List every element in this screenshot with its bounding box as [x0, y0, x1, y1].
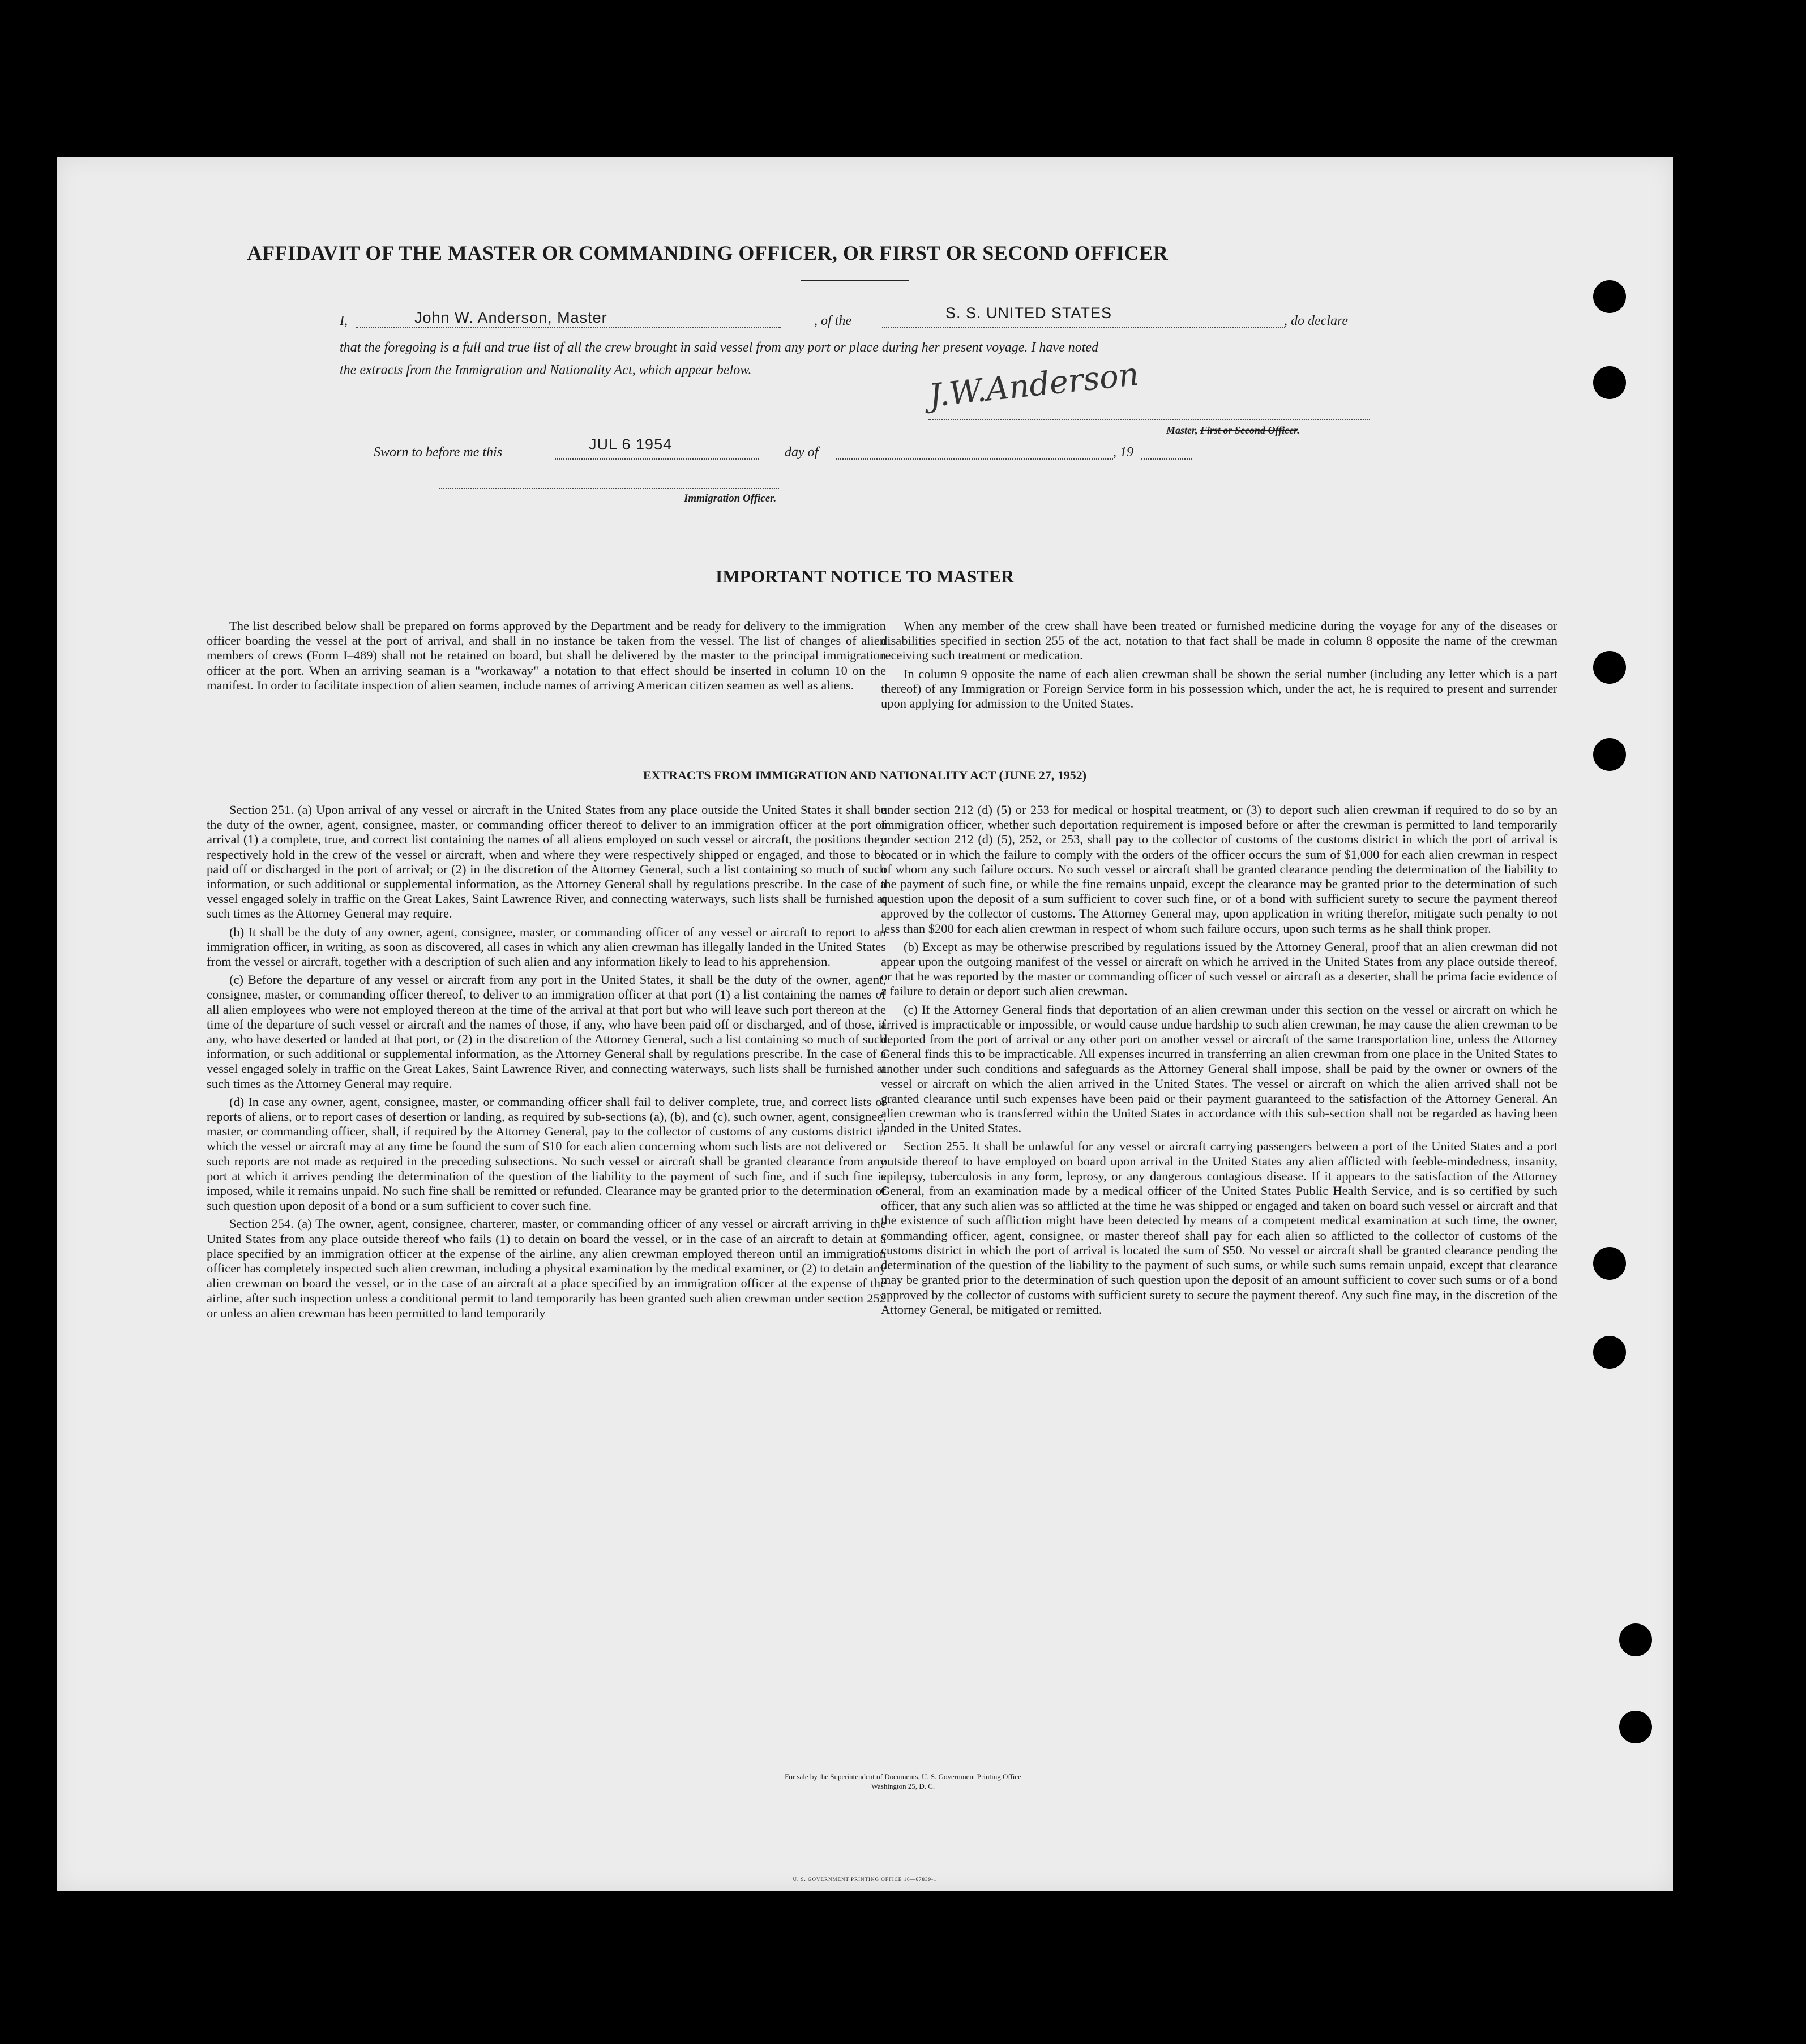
extract-paragraph: Section 255. It shall be unlawful for any vessel or aircraft carrying passengers between a port of the United States and a port outside thereof to have employed on board upon arrival in the United States any alien afflicted with feeble-mindedness, insanity, epilepsy, tuberculosis in any form, leprosy, or any dangerous contagious disease. If it appears to the satisfaction of the Attorney General, from an examination made by a medical officer of the United States Public Health Service, and is so certified by such officer, that any such alien was so afflicted at the time he was shipped or engaged and taken on board such vessel or aircraft and that the existence of such affliction might have been detected by means of a competent medical examination at such time, the owner, commanding officer, agent, consignee, or master thereof shall pay for each alien so afflicted to the collector of customs of the customs district in which the port of arrival is located the sum of $50. No vessel or aircraft shall be granted clearance pending the determination of the question of the liability to the payment of such sums, or while such sums remain unpaid, except that clearance may be granted prior to the determination of such question upon the deposit of an amount sufficient to cover such sums or of a bond approved by the collector of customs with sufficient surety to secure the payment thereof. Any such fine may, in the discretion of the Attorney General, be mitigated or remitted.: [881, 1139, 1557, 1317]
extract-paragraph: Section 251. (a) Upon arrival of any vessel or aircraft in the United States from any place outside the United States it shall be the duty of the owner, agent, consignee, master, or commanding officer thereof to deliver to an immigration officer at the port of arrival (1) a complete, true, and correct list containing the names of all aliens employed on such vessel or aircraft, the positions they respectively hold in the crew of the vessel or aircraft, when and where they were respectively shipped or engaged, and those to be paid off or discharged in the port of arrival; or (2) in the discretion of the Attorney General, such a list containing so much of such information, or such additional or supplemental information, as the Attorney General shall by regulations prescribe. In the case of a vessel engaged solely in traffic on the Great Lakes, Saint Lawrence River, and connecting waterways, such lists shall be furnished at such times as the Attorney General may require.: [207, 803, 886, 921]
extract-paragraph: (c) Before the departure of any vessel or aircraft from any port in the United States, it shall be the duty of the owner, agent, consignee, master, or commanding officer thereof, to deliver to an immigration officer at that port (1) a list containing the names of all alien employees who were not employed thereon at the time of the arrival at that port but who will leave such port thereon at the time of the departure of such vessel or aircraft and the names of those, if any, who have been paid off or discharged, and of those, if any, who have deserted or landed at that port, or (2) in the discretion of the Attorney General, such a list containing so much of such information, or such additional or supplemental information, as the Attorney General shall by regulations prescribe. In the case of a vessel engaged solely in traffic on the Great Lakes, Saint Lawrence River, and connecting waterways, such lists shall be furnished at such times as the Attorney General may require.: [207, 972, 886, 1091]
year-label: , 19: [1113, 445, 1133, 460]
name-blank-line: [356, 327, 781, 328]
binder-hole: [1593, 366, 1626, 399]
statement-line-2: the extracts from the Immigration and Nationality Act, which appear below.: [340, 363, 752, 378]
extract-paragraph: (d) In case any owner, agent, consignee, master, or commanding officer shall fail to deliver complete, true, and correct lists or reports of aliens, or to report cases of desertion or landing, as required by sub-sections (a), (b), and (c), such owner, agent, consignee, master, or commanding officer, shall, if required by the Attorney General, pay to the collector of customs of any customs district in which the vessel or aircraft may at any time be found the sum of $10 for each alien concerning whom such lists are not delivered or such reports are not made as required in the preceding subsections. No such vessel or aircraft shall be granted clearance from any port at which it arrives pending the determination of the question of the liability to the payment of such fine, and if such fine is imposed, while it remains unpaid. No such fine shall be remitted or refunded. Clearance may be granted prior to the determination of such question upon deposit of a bond or a sum sufficient to cover such fine.: [207, 1094, 886, 1213]
notice-title: IMPORTANT NOTICE TO MASTER: [715, 566, 1015, 586]
title-divider: [801, 280, 909, 281]
extracts-title: EXTRACTS FROM IMMIGRATION AND NATIONALITY ACT (JUNE 27, 1952): [643, 768, 1087, 782]
officer-signature-line: [439, 488, 779, 489]
extract-paragraph: Section 254. (a) The owner, agent, consignee, charterer, master, or commanding officer of any vessel or aircraft arriving in the United States from any place outside thereof who fails (1) to detain on board the vessel, or in the case of an aircraft to detain at a place specified by an immigration officer at the expense of the airline, any alien crewman employed thereon until an immigration officer has completely inspected such alien crewman, including a physical examination by the medical examiner, or (2) to detain any alien crewman on board the vessel, or in the case of an aircraft at a place specified by an immigration officer at the expense of the airline, after such inspection unless a conditional permit to land temporarily has been granted such alien crewman under section 252 or unless an alien crewman has been permitted to land temporarily: [207, 1216, 886, 1320]
notice-right-paragraph-2: In column 9 opposite the name of each alien crewman shall be shown the serial number (including any letter which is a part thereof) of any Immigration or Foreign Service form in his possession which, under the act, he is required to present and surrender upon applying for admission to the United States.: [881, 666, 1557, 711]
statement-line-1: that the foregoing is a full and true list of all the crew brought in said vessel from any port or place during her present voyage. I have noted: [340, 340, 1099, 355]
year-line: [1141, 458, 1192, 460]
extracts-left-column: [207, 803, 886, 1324]
month-line: [836, 458, 1113, 460]
signer-role-label: Master, First or Second Officer.: [1166, 425, 1300, 436]
binder-hole: [1619, 1623, 1652, 1656]
extract-paragraph: (c) If the Attorney General finds that deportation of an alien crewman under this section on the vessel or aircraft on which he arrived is impracticable or impossible, or would cause undue hardship to such alien crewman, he may cause the alien crewman to be deported from the port of arrival or any other port on another vessel or aircraft of the same transportation line, unless the Attorney General finds this to be impracticable. All expenses incurred in transferring an alien crewman from one place in the United States to another under such conditions and safeguards as the Attorney General shall impose, shall be paid by the owner or owners of the vessel or aircraft on which the alien arrived in the United States. The vessel or aircraft on which the alien arrived shall not be granted clearance until such expenses have been paid or their payment guaranteed to the satisfaction of the Attorney General. An alien crewman who is transferred within the United States in accordance with this sub-section shall not be regarded as having been landed in the United States.: [881, 1002, 1557, 1135]
notice-left-column: [207, 619, 886, 696]
binder-hole: [1593, 1336, 1626, 1369]
binder-hole: [1593, 738, 1626, 771]
do-declare-label: , do declare: [1284, 314, 1349, 328]
extract-paragraph: (b) Except as may be otherwise prescribed by regulations issued by the Attorney General, proof that an alien crewman did not appear upon the outgoing manifest of the vessel or aircraft on which he arrived in the United States from any place outside thereof, or that he was reported by the master or commanding officer of such vessel or aircraft as a deserter, shall be prima facie evidence of a failure to detain or deport such alien crewman.: [881, 939, 1557, 999]
sworn-date-line: [555, 458, 759, 460]
binder-hole: [1593, 1247, 1626, 1280]
binder-hole: [1619, 1711, 1652, 1743]
extracts-right-column: [881, 803, 1557, 1321]
i-label: I,: [340, 314, 348, 328]
sworn-date-field: JUL 6 1954: [589, 436, 673, 453]
sale-notice: [0, 1772, 1806, 1791]
notice-right-paragraph-1: When any member of the crew shall have been treated or furnished medicine during the voyage for any of the diseases or disabilities specified in section 255 of the act, notation to that fact shall be made in column 8 opposite the name of the crewman receiving such treatment or medication.: [881, 619, 1557, 663]
binder-hole: [1593, 280, 1626, 313]
extract-paragraph: (b) It shall be the duty of any owner, agent, consignee, master, or commanding officer of any vessel or aircraft to report to an immigration officer, in writing, as soon as discovered, all cases in which any alien crewman has illegally landed in the United States from the vessel or aircraft, together with a description of such alien and any information likely to lead to his apprehension.: [207, 924, 886, 969]
of-the-label: , of the: [814, 314, 851, 328]
notice-left-paragraph: The list described below shall be prepared on forms approved by the Department and be ready for delivery to the immigration officer boarding the vessel at the port of arrival, and shall in no instance be taken from the vessel. The list of changes of alien members of crews (Form I–489) shall not be retained on board, but shall be delivered by the master to the principal immigration officer at the port. When an arriving seaman is a "workaway" a notation to that effect should be inserted in column 10 on the manifest. In order to facilitate inspection of alien seamen, include names of arriving American citizen seamen as well as aliens.: [207, 619, 886, 692]
sale-line-2: Washington 25, D. C.: [871, 1782, 935, 1790]
binder-hole: [1593, 651, 1626, 684]
printing-office-line: U. S. GOVERNMENT PRINTING OFFICE 16—67839-1: [793, 1876, 937, 1882]
vessel-blank-line: [882, 327, 1285, 328]
day-of-label: day of: [785, 445, 819, 460]
signature-line: [928, 419, 1370, 420]
notice-right-column: [881, 619, 1557, 714]
vessel-name-field: S. S. UNITED STATES: [945, 305, 1112, 322]
officer-label: Immigration Officer.: [684, 492, 777, 504]
document-page: [57, 157, 1673, 1891]
master-name-field: John W. Anderson, Master: [414, 309, 607, 326]
sale-line-1: For sale by the Superintendent of Documents, U. S. Government Printing Office: [785, 1772, 1021, 1781]
master-signature: J.W.Anderson: [927, 355, 1141, 415]
extract-paragraph: under section 212 (d) (5) or 253 for medical or hospital treatment, or (3) to deport such alien crewman if required to do so by an immigration officer, whether such deportation requirement is imposed before or after the crewman is permitted to land temporarily under section 212 (d) (5), 252, or 253, shall pay to the collector of customs of the customs district in which the port of arrival is located or in which the failure to comply with the orders of the officer occurs the sum of $1,000 for each alien crewman in respect of whom any such failure occurs. No such vessel or aircraft shall be granted clearance pending the determination of the liability to the payment of such fine, or while the fine remains unpaid, except the clearance may be granted prior to the determination of such question upon the deposit of a sum sufficient to cover such fine, or of a bond with sufficient surety to secure the payment thereof approved by the collector of customs. The Attorney General may, upon application in writing therefor, mitigate such penalty to not less than $200 for each alien crewman in respect of whom such failure occurs, upon such terms as he shall think proper.: [881, 803, 1557, 936]
affidavit-title: AFFIDAVIT OF THE MASTER OR COMMANDING OFFICER, OR FIRST OR SECOND OFFICER: [247, 242, 1169, 264]
sworn-label: Sworn to before me this: [374, 445, 503, 460]
